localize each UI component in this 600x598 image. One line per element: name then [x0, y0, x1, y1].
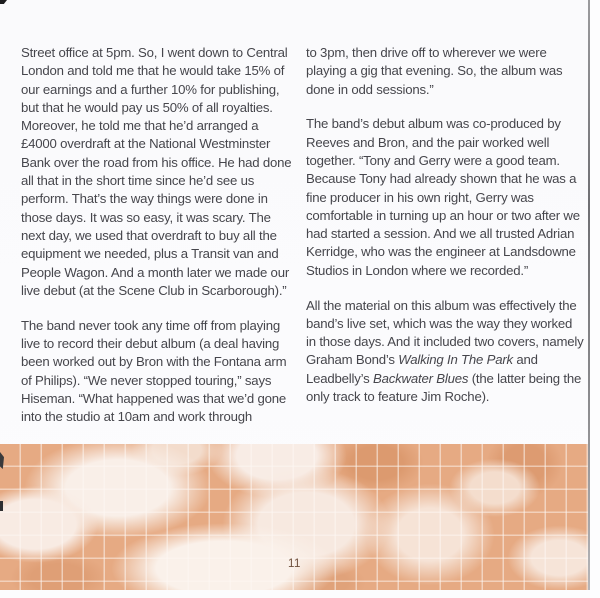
scan-mark-top-left — [0, 0, 7, 4]
scan-mark-left-lower — [0, 501, 3, 511]
body-text: The band never took any time off from playing live to record their debut album (a deal having been worked out by Bron with the Fontana arm of Philips). “We never stopped touring,” says Hiseman. “What happened was that we’d gone into the studio at 10am and work through — [21, 317, 287, 425]
scan-edge-right — [588, 0, 590, 590]
scan-strip-right — [590, 0, 600, 598]
body-text: and Leadbelly’s — [306, 352, 538, 386]
paragraph — [306, 115, 585, 280]
mosaic-artwork — [0, 444, 589, 590]
body-text: (the latter being the only track to feature Jim Roche). — [306, 370, 582, 405]
scan-bottom-strip — [0, 590, 600, 598]
song-title-italic: Walking In The Park — [398, 352, 513, 368]
text-column-right — [306, 44, 585, 423]
page-number: 11 — [288, 558, 301, 570]
paragraph — [306, 297, 585, 407]
body-text: The band’s debut album was co-produced by Reeves and Bron, and the pair worked well together. “Tony and Gerry were a good team. Because Tony had already shown that he was a fine producer in his own right, Gerry was comfortable in turning up an hour or two after we had started a session. And we all trusted Adrian Kerridge, who was the engineer at Landsdowne Studios in London where we recorded.” — [306, 116, 580, 278]
paragraph — [21, 44, 297, 300]
song-title-italic: Backwater Blues — [373, 370, 469, 386]
body-text: Street office at 5pm. So, I went down to Central London and told me that he would take 15% of our earnings and a further 10% for publishing, but that he would pay us 50% of all royalties. Moreover, he told me that he’d arranged a £4000 overdraft at the National Westminster Bank over the road from his office. He had done all that in the short time since he’d see us perform. That’s the way things were done in those days. It was so easy, it was scary. The next day, we used that overdraft to buy all the equipment we needed, plus a Transit van and People Wagon. And a month later we made our live debut (at the Scene Club in Scarborough).” — [21, 45, 292, 298]
paragraph — [306, 44, 585, 99]
paragraph — [21, 317, 297, 427]
body-text: to 3pm, then drive off to wherever we were playing a gig that evening. So, the album was done in odd sessions.” — [306, 45, 563, 97]
text-column-left — [21, 44, 297, 443]
body-text: All the material on this album was effectively the band’s live set, which was the way they worked in those days. And it included two covers, namely Graham Bond’s — [306, 297, 584, 368]
